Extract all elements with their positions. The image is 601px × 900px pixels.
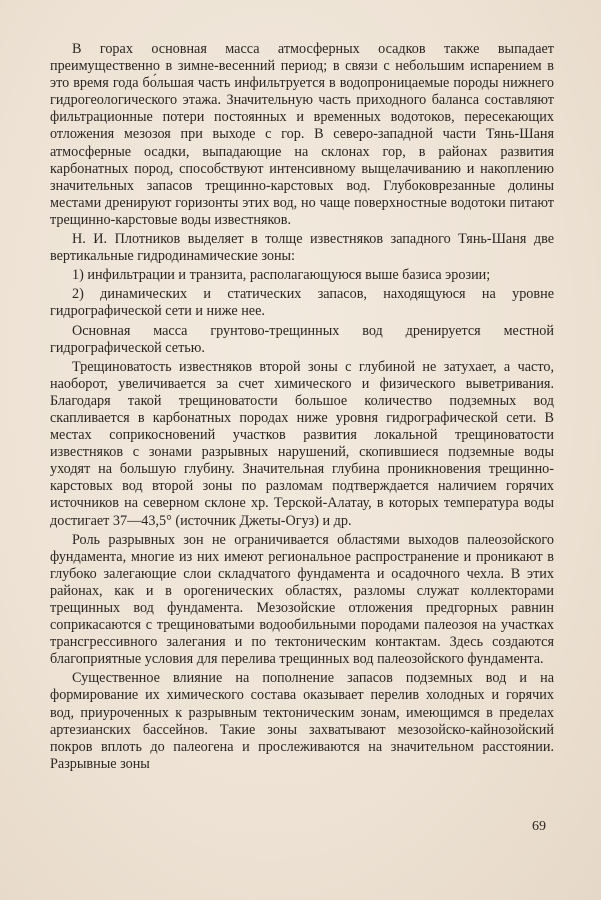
paragraph: Н. И. Плотников выделяет в толще известняков западного Тянь-Шаня две вертикальные гидродинамические зоны: [50,231,554,265]
list-item: 1) инфильтрации и транзита, располагающуюся выше базиса эрозии; [72,267,491,284]
paragraph: В горах основная масса атмосферных осадков также выпадает преимущественно в зимне-весенний период; в связи с небольшим испарением в это время года бо́льшая часть инфильтруется в водопроницаемые породы нижнего гидрогеологического этажа. Значительную часть приходного баланса составляют фильтрационные потери постоянных и временных водотоков, пересекающих отложения мезозоя при выходе с гор. В северо-западной части Тянь-Шаня атмосферные осадки, выпадающие на склонах гор, в районах развития карбонатных пород, способствуют интенсивному выщелачиванию и накоплению значительных запасов трещинно-карстовых вод. Глубоковрезанные долины местами дренируют горизонты этих вод, но чаще поверхностные водотоки питают трещинно-карстовые воды известняков. [50,41,554,228]
paragraph: Роль разрывных зон не ограничивается областями выходов палеозойского фундамента, многие из них имеют региональное распространение и проникают в глубоко залегающие слои складчатого фундамента и осадочного чехла. В этих районах, как и в орогенических областях, разломы служат коллекторами трещинных вод фундамента. Мезозойские отложения предгорных равнин соприкасаются с трещиноватыми водообильными породами палеозоя на участках трансгрессивного залегания и по тектоническим контактам. Здесь создаются благоприятные условия для перелива трещинных вод палеозойского фундамента. [50,531,554,668]
list-item: 2) динамических и статических запасов, находящуюся на уровне гидрографической сети и ниже нее. [50,286,554,320]
paragraph: Существенное влияние на пополнение запасов подземных вод и на формирование их химического состава оказывает перелив холодных и горячих вод, приуроченных к разрывным тектоническим зонам, имеющимся в пределах артезианских бассейнов. Такие зоны захватывают мезозойско-кайнозойский покров вплоть до палеогена и прослеживаются на значительном расстоянии. Разрывные зоны [50,670,554,772]
body-text [50,41,554,775]
paragraph: Основная масса грунтово-трещинных вод дренируется местной гидрографической сетью. [50,322,554,356]
page-number: 69 [532,819,546,834]
paragraph: Трещиноватость известняков второй зоны с глубиной не затухает, а часто, наоборот, увеличивается за счет химического и физического выветривания. Благодаря такой трещиноватости большое количество подземных вод скапливается в карбонатных породах ниже уровня гидрографической сети. В местах соприкосновений участков развития локальной трещиноватости известняков с зонами разрывных нарушений, скопившиеся подземные воды уходят на большую глубину. Значительная глубина проникновения трещинно-карстовых вод второй зоны по разломам подтверждается наличием горячих источников на северном склоне хр. Терской-Алатау, в которых температура воды достигает 37—43,5° (источник Джеты-Огуз) и др. [50,358,554,529]
